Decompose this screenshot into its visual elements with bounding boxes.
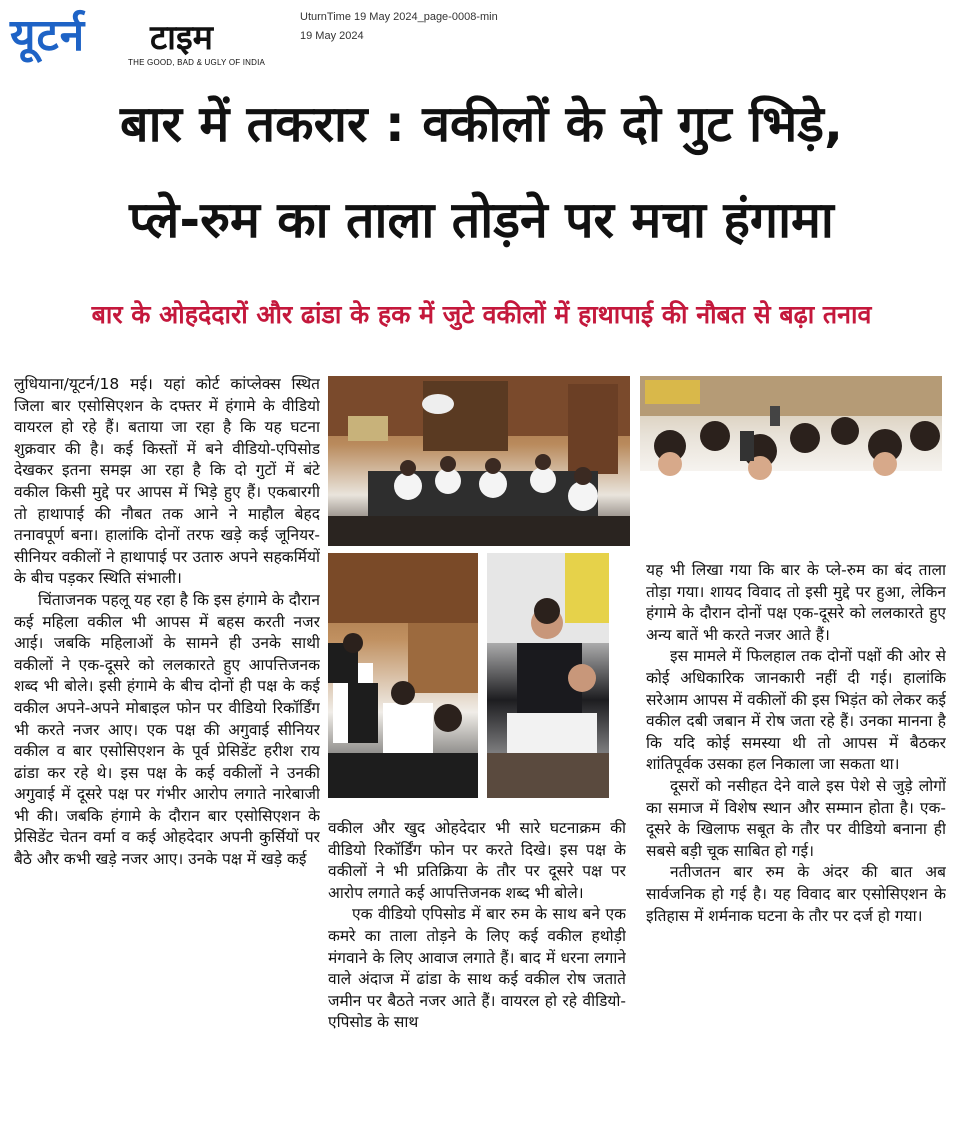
headline-line-1: बार में तकरार : वकीलों के दो गुट भिड़े, xyxy=(120,95,843,153)
photo-lawyers-scuffle xyxy=(487,553,609,798)
headline-line-2: प्ले-रुम का ताला तोड़ने पर मचा हंगामा xyxy=(129,191,834,249)
photo-bar-room-meeting xyxy=(328,376,630,546)
masthead-logo-hindi-2: टाइम xyxy=(150,18,213,58)
paragraph: वकील और खुद ओहदेदार भी सारे घटनाक्रम की वीडियो रिकॉर्डिंग फोन पर करते दिखे। इस पक्ष के वकीलों ने भी प्रतिक्रिया के तौर पर दूसरे पक्ष पर आरोप लगाते कई आपत्तिजनक शब्द भी बोले। xyxy=(328,819,626,902)
masthead-tagline: THE GOOD, BAD & UGLY OF INDIA xyxy=(128,58,266,67)
photo-lawyers-standing xyxy=(328,553,478,798)
subheadline: बार के ओहदेदारों और ढांडा के हक में जुटे वकीलों में हाथापाई की नौबत से बढ़ा तनाव xyxy=(91,300,872,329)
paragraph: लुधियाना/यूटर्न/18 मई। यहां कोर्ट कांप्लेक्स स्थित जिला बार एसोसिएशन के दफ्तर में हंगामे के वीडियो वायरल हो रहे हैं। बताया जा रहा है कि यह घटना शुक्रवार की है। कई किस्तों में बने वीडियो-एपिसोड देखकर इतना समझ आ रहा है कि दो गुटों में बंटे वकील किसी मुद्दे पर आपस में भिड़े हुए हैं। एकबारगी तो हाथापाई की नौबत तक आने ने माहौल बेहद तनावपूर्ण बना। हालांकि दोनों तरफ खड़े कई जूनियर-सीनियर वकीलों ने हाथापाई पर उतारु अपने सहकर्मियों के बीच पड़कर स्थिति संभाली। xyxy=(14,375,320,588)
page-meta xyxy=(300,8,498,46)
article-column-2 xyxy=(328,818,626,1136)
paragraph: इस मामले में फिलहाल तक दोनों पक्षों की ओर से कोई अधिकारिक जानकारी नहीं दी गई। हालांकि सरेआम आपस में वकीलों की इस भिड़ंत को लेकर कई वकील दबी जबान में रोष जता रहे हैं। उनका मानना है कि यदि कोई समस्या थी तो आपस में बैठकर शांतिपूर्वक उसका हल निकाला जा सकता था। xyxy=(646,647,946,774)
paragraph: दूसरों को नसीहत देने वाले इस पेशे से जुड़े लोगों का समाज में विशेष स्थान और सम्मान होता है। एक-दूसरे के खिलाफ सबूत के तौर पर वीडियो बनाना ही सबसे बड़ी चूक साबित हो गई। xyxy=(646,776,946,860)
masthead-logo-hindi: यूटर्न xyxy=(10,10,86,61)
paragraph: एक वीडियो एपिसोड में बार रुम के साथ बने एक कमरे का ताला तोड़ने के लिए कई वकील हथोड़ी मंगवाने के लिए आवाज लगाते हैं। बाद में धरना लगाने वाले अंदाज में ढांडा के साथ कई वकील रोष जताते जमीन पर बैठते नजर आते हैं। वायरल हो रहे वीडियो-एपिसोड के साथ xyxy=(328,905,626,1032)
article-column-1 xyxy=(14,374,320,1134)
paragraph: नतीजतन बार रुम के अंदर की बात अब सार्वजनिक हो गई है। यह विवाद बार एसोसिएशन के इतिहास में शर्मनाक घटना के तौर पर दर्ज हो गया। xyxy=(646,863,946,925)
paragraph: यह भी लिखा गया कि बार के प्ले-रुम का बंद ताला तोड़ा गया। शायद विवाद तो इसी मुद्दे पर हुआ, लेकिन हंगामे के दौरान दोनों पक्ष एक-दूसरे को ललकारते हुए अन्य बातें भी करते नजर आते हैं। xyxy=(646,561,946,644)
file-name: UturnTime 19 May 2024_page-0008-min xyxy=(300,11,498,23)
photo-lawyers-recording xyxy=(640,376,942,546)
article-column-3 xyxy=(646,560,946,1140)
paragraph: चिंताजनक पहलू यह रहा है कि इस हंगामे के दौरान कई महिला वकील भी आपस में बहस करती नजर आई। जबकि महिलाओं के सामने ही उनके साथी वकीलों ने एक-दूसरे को ललकारते हुए आपत्तिजनक शब्द भी बोले। इसी हंगामे के बीच दोनों ही पक्ष के कई वकील अपने-अपने मोबाइल फोन पर वीडियो रिकॉर्डिंग भी करते नजर आए। एक पक्ष की अगुवाई सीनियर वकील व बार एसोसिएशन के पूर्व प्रेसिडेंट हरीश राय ढांडा कर रहे थे। इस पक्ष के कई वकीलों ने उनकी अगुवाई में दूसरे पक्ष पर गंभीर आरोप लगाते नारेबाजी भी की। जबकि हंगामे के दौरान बार एसोसिएशन के प्रेसिडेंट चेतन वर्मा व कई ओहदेदार अपनी कुर्सियों पर बैठे और कभी खड़े नजर आए। उनके पक्ष में खड़े कई xyxy=(14,590,320,869)
issue-date: 19 May 2024 xyxy=(300,30,364,42)
